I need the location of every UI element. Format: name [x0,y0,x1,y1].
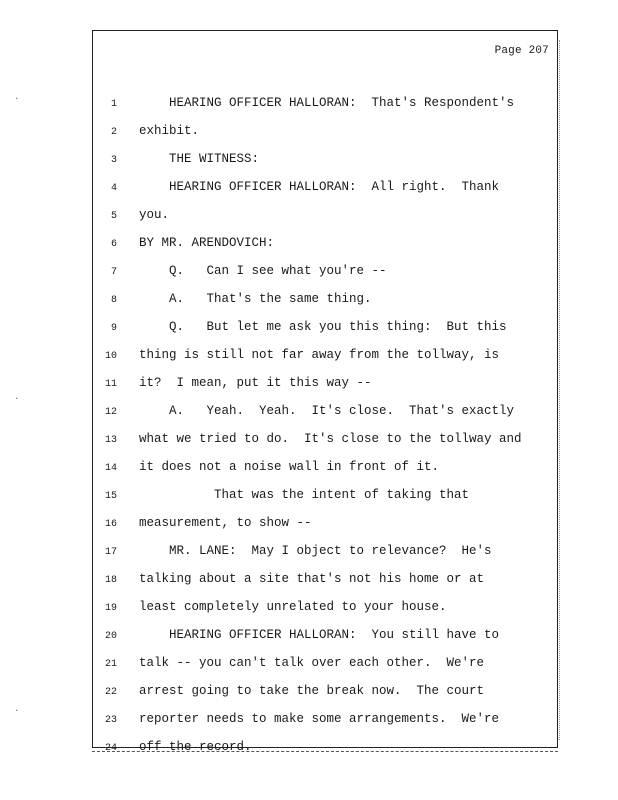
line-text: HEARING OFFICER HALLORAN: That's Respondent's [139,96,515,110]
line-text: what we tried to do. It's close to the tollway and [139,432,522,446]
line-text: A. Yeah. Yeah. It's close. That's exactly [139,404,515,418]
transcript-line [93,91,557,119]
line-text: talk -- you can't talk over each other. We're [139,656,485,670]
margin-mark: · [14,706,20,716]
line-number: 4 [110,183,117,194]
transcript-line [93,735,557,763]
transcript-line [93,707,557,735]
line-text: talking about a site that's not his home or at [139,572,485,586]
line-text: Q. Can I see what you're -- [139,264,387,278]
transcript-line [93,511,557,539]
line-number: 2 [110,127,117,138]
line-number: 12 [104,407,117,418]
line-number: 18 [104,575,117,586]
transcript-line [93,623,557,651]
line-text: off the record. [139,740,252,754]
line-number: 13 [104,435,117,446]
transcript-line [93,175,557,203]
line-number: 17 [104,547,117,558]
transcript-page [92,30,558,754]
line-text: MR. LANE: May I object to relevance? He's [139,544,492,558]
line-text: A. That's the same thing. [139,292,372,306]
line-number: 7 [110,267,117,278]
line-text: That was the intent of taking that [139,488,470,502]
transcript-line [93,259,557,287]
line-number: 24 [104,743,117,754]
transcript-line [93,455,557,483]
line-text: HEARING OFFICER HALLORAN: All right. Thank [139,180,500,194]
line-number: 10 [104,351,117,362]
transcript-line [93,231,557,259]
bottom-rule-divider [92,751,558,752]
transcript-line [93,371,557,399]
line-text: arrest going to take the break now. The court [139,684,485,698]
transcript-line [93,287,557,315]
line-number: 6 [110,239,117,250]
transcript-line [93,119,557,147]
line-number: 9 [110,323,117,334]
line-number: 21 [104,659,117,670]
line-number: 5 [110,211,117,222]
line-number: 16 [104,519,117,530]
line-text: BY MR. ARENDOVICH: [139,236,275,250]
scan-edge-divider [559,40,560,740]
line-number: 14 [104,463,117,474]
transcript-line [93,651,557,679]
margin-mark: · [14,394,20,404]
transcript-line [93,343,557,371]
line-number: 23 [104,715,117,726]
transcript-line [93,679,557,707]
margin-mark: · [14,94,20,104]
transcript-line [93,595,557,623]
transcript-line [93,203,557,231]
transcript-line [93,427,557,455]
line-text: exhibit. [139,124,200,138]
line-number: 8 [110,295,117,306]
transcript-line [93,315,557,343]
line-text: Q. But let me ask you this thing: But this [139,320,507,334]
line-text: it does not a noise wall in front of it. [139,460,440,474]
line-text: reporter needs to make some arrangements. We're [139,712,500,726]
line-number: 3 [110,155,117,166]
line-text: thing is still not far away from the tollway, is [139,348,500,362]
transcript-line [93,539,557,567]
line-number: 1 [110,99,117,110]
line-number: 11 [104,379,117,390]
line-text: measurement, to show -- [139,516,312,530]
line-text: THE WITNESS: [139,152,260,166]
transcript-line [93,147,557,175]
line-text: you. [139,208,170,222]
line-text: least completely unrelated to your house. [139,600,447,614]
line-number: 20 [104,631,117,642]
transcript-line [93,399,557,427]
line-number: 19 [104,603,117,614]
line-text: HEARING OFFICER HALLORAN: You still have to [139,628,500,642]
line-number: 22 [104,687,117,698]
line-text: it? I mean, put it this way -- [139,376,372,390]
transcript-line [93,483,557,511]
page-number: Page 207 [494,45,549,57]
line-number: 15 [104,491,117,502]
transcript-line [93,567,557,595]
